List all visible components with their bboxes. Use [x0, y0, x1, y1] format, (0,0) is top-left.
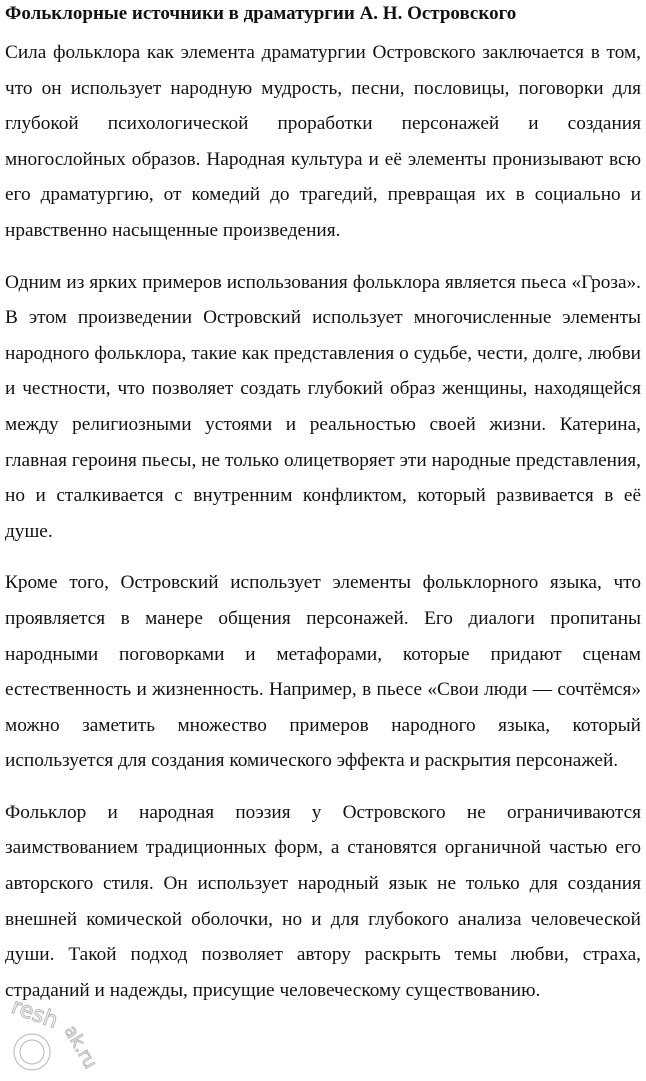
paragraph-4: Фольклор и народная поэзия у Островского не ограничиваются заимствованием традиционных форм, а становятся органичной частью его авторского стиля. Он использует народный язык не только для создания внешней комической оболочки, но и для глубокого анализа человеческой души. Такой подход позволяет автору раскрыть темы любви, страха, страданий и надежды, присущие человеческому существованию. — [5, 801, 641, 1001]
paragraph-3: Кроме того, Островский использует элементы фольклорного языка, что проявляется в манере общения персонажей. Его диалоги пропитаны народными поговорками и метафорами, которые придают сценам естественность и жизненность. Например, в пьесе «Свои люди — сочтёмся» можно заметить множество примеров народного языка, который используется для создания комического эффекта и раскрытия персонажей. — [5, 572, 641, 772]
svg-text:ak.ru: ak.ru — [59, 1022, 101, 1073]
document — [5, 0, 641, 1008]
paragraph-1: Сила фольклора как элемента драматургии Островского заключается в том, что он использует народную мудрость, песни, пословицы, поговорки для глубокой психологической проработки персонажей и создания многослойных образов. Народная культура и её элементы пронизывают всю его драматургию, от комедий до трагедий, превращая их в социально и нравственно насыщенные произведения. — [5, 42, 641, 241]
document-title: Фольклорные источники в драматургии А. Н. Островского — [5, 3, 517, 24]
svg-text:resh: resh — [7, 994, 62, 1034]
paragraph-2: Одним из ярких примеров использования фольклора является пьеса «Гроза». В этом произведении Островский использует многочисленные элементы народного фольклора, такие как представления о судьбе, чести, долге, любви и честности, что позволяет создать глубокий образ женщины, находящейся между религиозными устоями и реальностью своей жизни. Катерина, главная героиня пьесы, не только олицетворяет эти народные представления, но и сталкивается с внутренним конфликтом, который развивается в её душе. — [5, 271, 641, 542]
